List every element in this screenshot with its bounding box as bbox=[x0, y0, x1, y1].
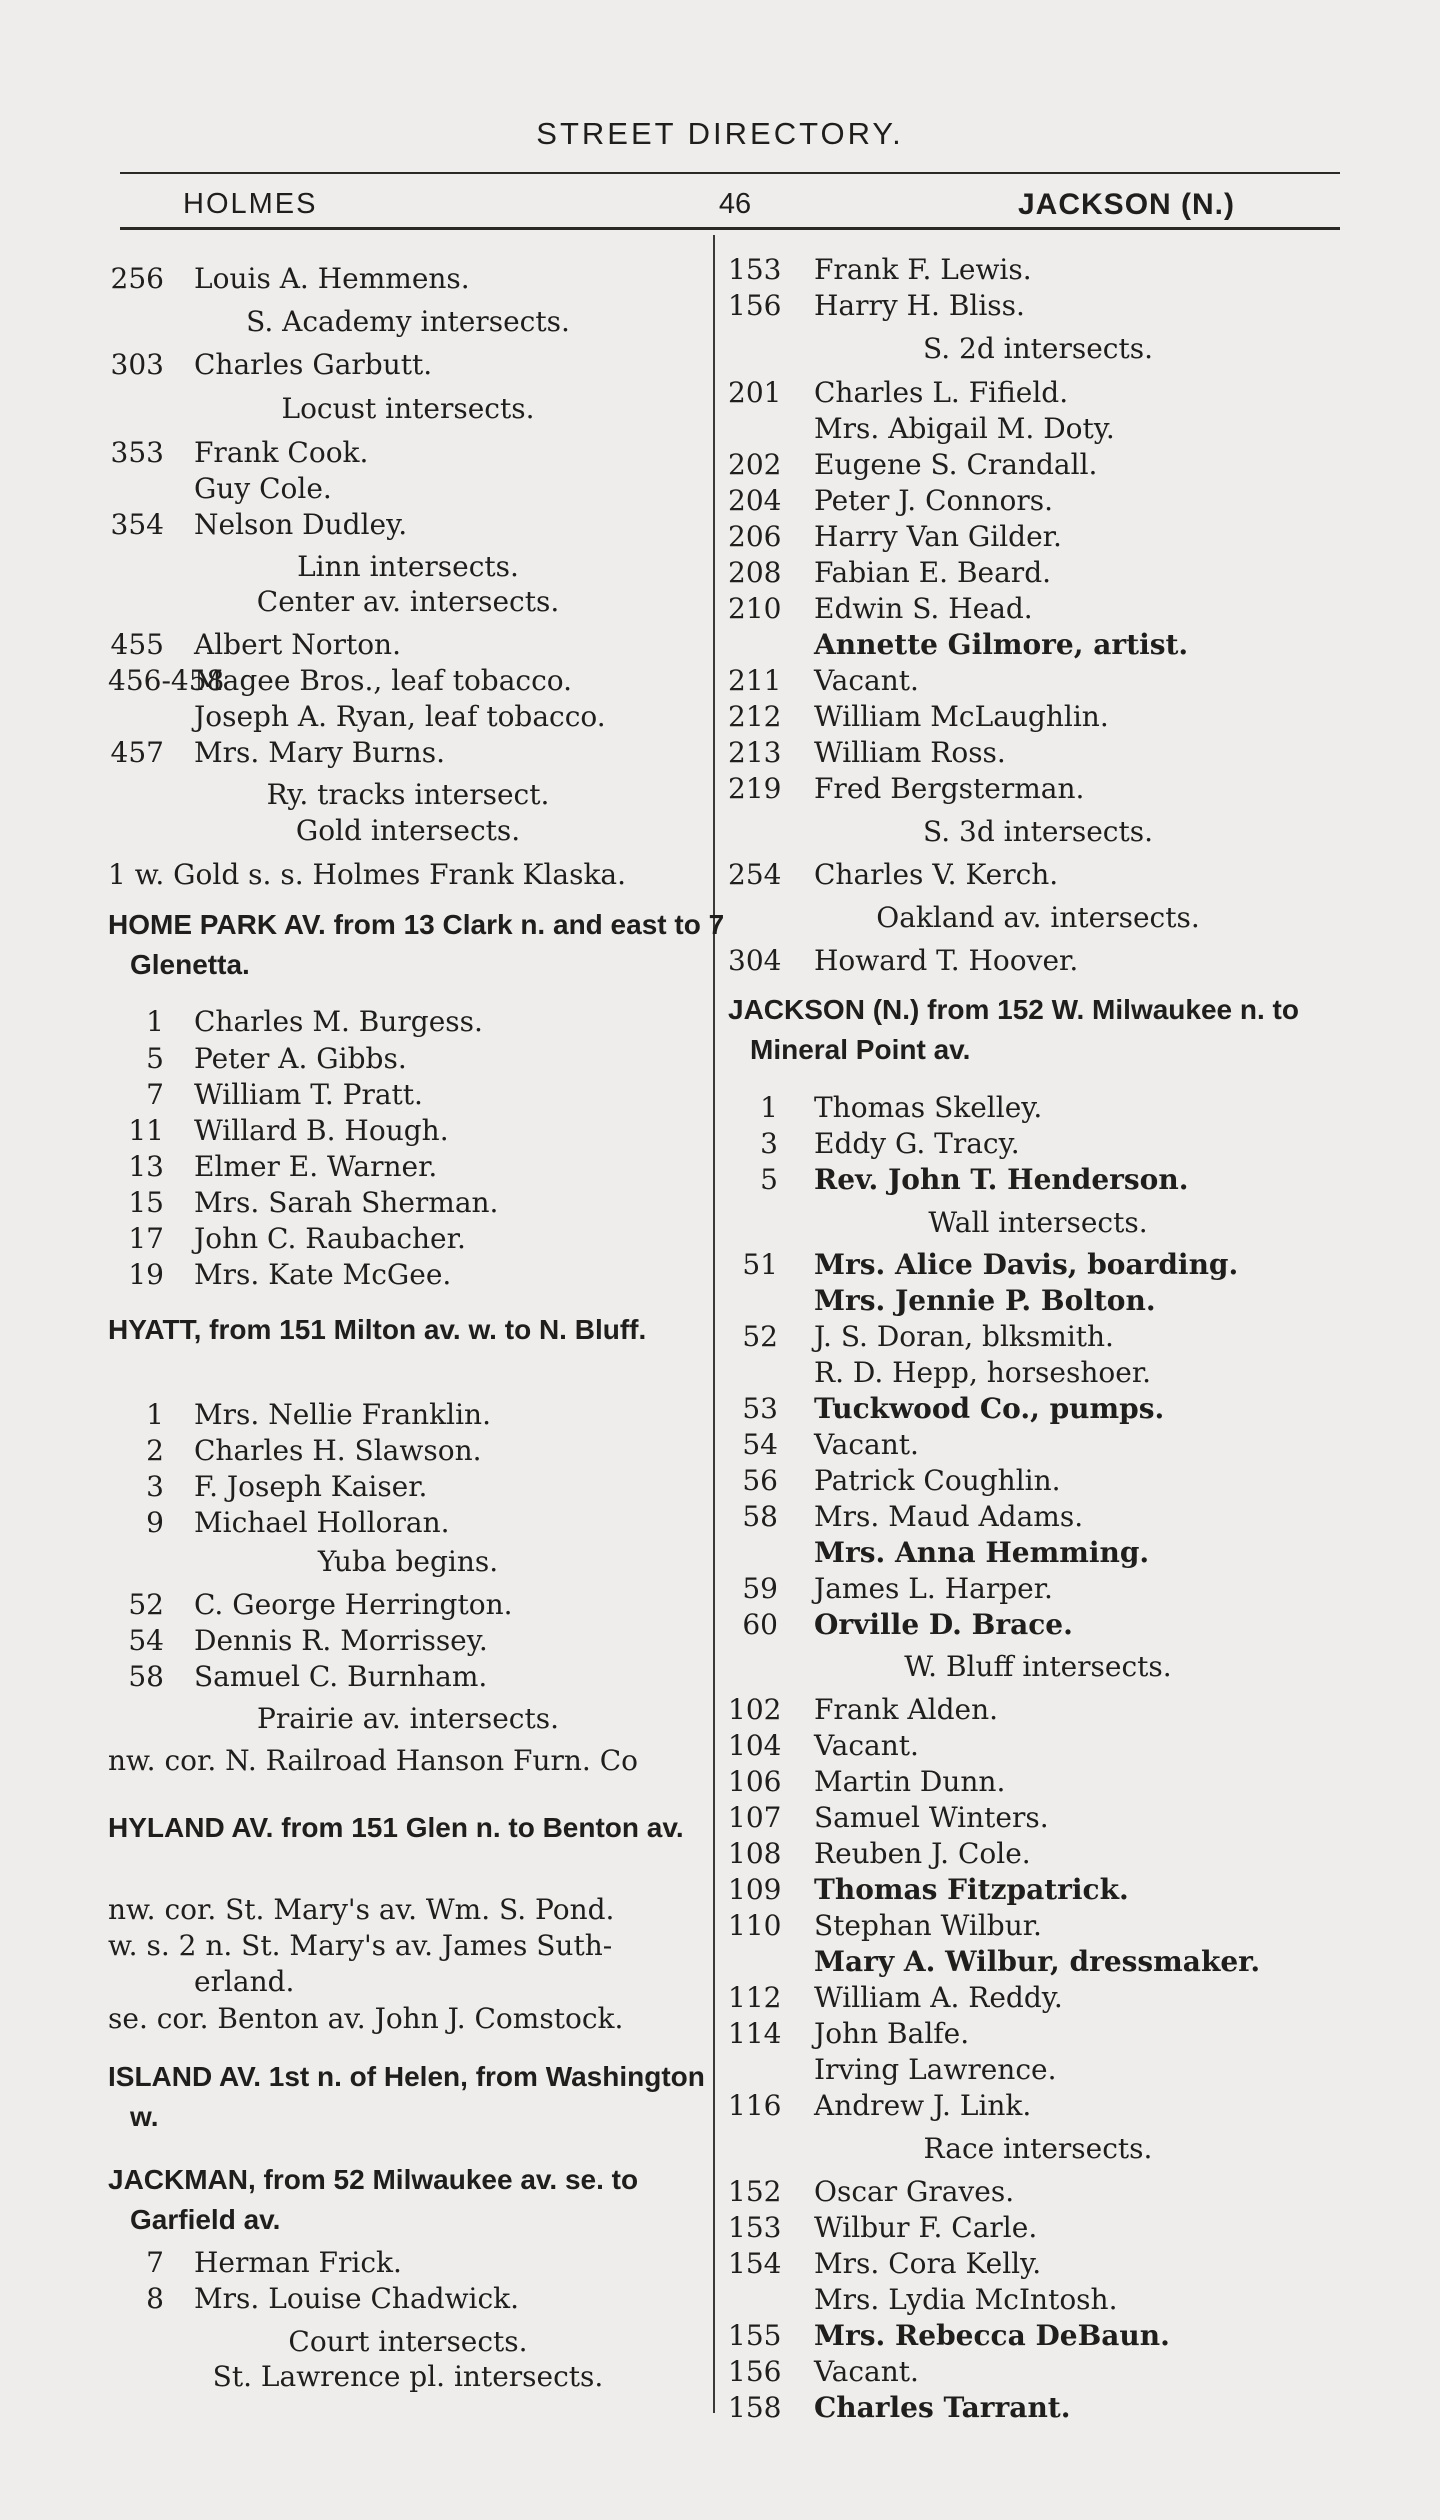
resident-name: Irving Lawrence. bbox=[814, 2053, 1057, 2086]
street-header-jackson: JACKSON (N.) from 152 W. Milwaukee n. to Mineral Point av. bbox=[728, 994, 1299, 1065]
house-number: 354 bbox=[110, 508, 164, 541]
resident-name: Oscar Graves. bbox=[814, 2175, 1015, 2208]
house-number: 256 bbox=[110, 262, 164, 295]
house-number: 3 bbox=[146, 1470, 164, 1503]
house-number: 110 bbox=[728, 1909, 782, 1942]
resident-name: Frank Cook. bbox=[194, 436, 369, 469]
house-number: 155 bbox=[728, 2319, 782, 2352]
house-number: 1 bbox=[146, 1005, 164, 1038]
house-number: 213 bbox=[728, 736, 782, 769]
house-number: 108 bbox=[728, 1837, 782, 1870]
house-number: 109 bbox=[728, 1873, 782, 1906]
resident-name: Michael Holloran. bbox=[194, 1506, 450, 1539]
house-number: 202 bbox=[728, 448, 782, 481]
intersection-note: Locust intersects. bbox=[281, 392, 535, 425]
resident-name: Mrs. Alice Davis, boarding. bbox=[814, 1248, 1239, 1281]
house-number: 54 bbox=[742, 1428, 778, 1461]
resident-name: William A. Reddy. bbox=[814, 1981, 1063, 2014]
corner-entry-continued: erland. bbox=[194, 1965, 295, 1998]
running-head bbox=[0, 188, 1440, 224]
house-number: 156 bbox=[728, 2355, 782, 2388]
resident-name: Annette Gilmore, artist. bbox=[814, 628, 1189, 661]
resident-name: Mrs. Anna Hemming. bbox=[814, 1536, 1150, 1569]
resident-name: Vacant. bbox=[814, 664, 919, 697]
house-number: 116 bbox=[728, 2089, 782, 2122]
house-number: 17 bbox=[128, 1222, 164, 1255]
house-number: 13 bbox=[128, 1150, 164, 1183]
house-number: 210 bbox=[728, 592, 782, 625]
house-number: 212 bbox=[728, 700, 782, 733]
house-number: 11 bbox=[128, 1114, 164, 1147]
resident-name: John C. Raubacher. bbox=[194, 1222, 466, 1255]
house-number: 455 bbox=[110, 628, 164, 661]
resident-name: Mrs. Lydia McIntosh. bbox=[814, 2283, 1118, 2316]
intersection-note: Yuba begins. bbox=[317, 1545, 499, 1578]
house-number: 1 bbox=[760, 1091, 778, 1124]
resident-name: Joseph A. Ryan, leaf tobacco. bbox=[194, 700, 606, 733]
intersection-note: Oakland av. intersects. bbox=[876, 901, 1200, 934]
resident-name: Rev. John T. Henderson. bbox=[814, 1163, 1189, 1196]
resident-name: Vacant. bbox=[814, 2355, 919, 2388]
resident-name: Mrs. Mary Burns. bbox=[194, 736, 445, 769]
resident-name: Nelson Dudley. bbox=[194, 508, 408, 541]
resident-name: Elmer E. Warner. bbox=[194, 1150, 438, 1183]
house-number: 19 bbox=[128, 1258, 164, 1291]
house-number: 156 bbox=[728, 289, 782, 322]
house-number: 219 bbox=[728, 772, 782, 805]
house-number: 58 bbox=[742, 1500, 778, 1533]
house-number: 211 bbox=[728, 664, 782, 697]
resident-name: Mrs. Sarah Sherman. bbox=[194, 1186, 499, 1219]
house-number: 154 bbox=[728, 2247, 782, 2280]
intersection-note: Linn intersects. bbox=[297, 550, 519, 583]
house-number: 8 bbox=[146, 2282, 164, 2315]
resident-name: Eddy G. Tracy. bbox=[814, 1127, 1020, 1160]
resident-name: C. George Herrington. bbox=[194, 1588, 513, 1621]
resident-name: Mrs. Abigail M. Doty. bbox=[814, 412, 1115, 445]
resident-name: Thomas Fitzpatrick. bbox=[814, 1873, 1129, 1906]
house-number: 153 bbox=[728, 253, 782, 286]
resident-name: Andrew J. Link. bbox=[814, 2089, 1032, 2122]
resident-name: Charles V. Kerch. bbox=[814, 858, 1059, 891]
house-number: 102 bbox=[728, 1693, 782, 1726]
house-number: 7 bbox=[146, 2246, 164, 2279]
resident-name: J. S. Doran, blksmith. bbox=[814, 1320, 1114, 1353]
corner-entry: 1 w. Gold s. s. Holmes Frank Klaska. bbox=[108, 858, 627, 891]
house-number: 153 bbox=[728, 2211, 782, 2244]
intersection-note: S. 3d intersects. bbox=[923, 815, 1153, 848]
house-number: 9 bbox=[146, 1506, 164, 1539]
intersection-note: Race intersects. bbox=[923, 2132, 1153, 2165]
top-rule bbox=[120, 172, 1340, 174]
house-number: 456-458 bbox=[108, 664, 225, 697]
house-number: 58 bbox=[128, 1660, 164, 1693]
resident-name: Albert Norton. bbox=[194, 628, 401, 661]
corner-entry: nw. cor. N. Railroad Hanson Furn. Co bbox=[108, 1744, 638, 1777]
resident-name: Charles Tarrant. bbox=[814, 2391, 1071, 2424]
resident-name: William McLaughlin. bbox=[814, 700, 1109, 733]
corner-entry: se. cor. Benton av. John J. Comstock. bbox=[108, 2002, 624, 2035]
resident-name: Willard B. Hough. bbox=[194, 1114, 449, 1147]
resident-name: Harry H. Bliss. bbox=[814, 289, 1025, 322]
house-number: 3 bbox=[760, 1127, 778, 1160]
house-number: 457 bbox=[110, 736, 164, 769]
house-number: 206 bbox=[728, 520, 782, 553]
resident-name: Charles Garbutt. bbox=[194, 348, 433, 381]
house-number: 52 bbox=[742, 1320, 778, 1353]
house-number: 104 bbox=[728, 1729, 782, 1762]
intersection-note: Prairie av. intersects. bbox=[256, 1702, 559, 1735]
house-number: 5 bbox=[760, 1163, 778, 1196]
resident-name: Mrs. Nellie Franklin. bbox=[194, 1398, 491, 1431]
house-number: 1 bbox=[146, 1398, 164, 1431]
resident-name: Charles H. Slawson. bbox=[194, 1434, 482, 1467]
resident-name: Charles M. Burgess. bbox=[194, 1005, 483, 1038]
resident-name: Mrs. Kate McGee. bbox=[194, 1258, 452, 1291]
resident-name: Stephan Wilbur. bbox=[814, 1909, 1042, 1942]
resident-name: William T. Pratt. bbox=[194, 1078, 423, 1111]
resident-name: Patrick Coughlin. bbox=[814, 1464, 1061, 1497]
house-number: 201 bbox=[728, 376, 782, 409]
resident-name: R. D. Hepp, horseshoer. bbox=[814, 1356, 1152, 1389]
house-number: 208 bbox=[728, 556, 782, 589]
street-header-hyatt: HYATT, from 151 Milton av. w. to N. Bluff. bbox=[108, 1314, 647, 1345]
intersection-note: Center av. intersects. bbox=[256, 585, 560, 618]
house-number: 2 bbox=[146, 1434, 164, 1467]
corner-entry: nw. cor. St. Mary's av. Wm. S. Pond. bbox=[108, 1893, 615, 1926]
resident-name: Frank F. Lewis. bbox=[814, 253, 1032, 286]
resident-name: John Balfe. bbox=[814, 2017, 970, 2050]
page-number: 46 bbox=[718, 188, 752, 220]
house-number: 303 bbox=[110, 348, 164, 381]
resident-name: Wilbur F. Carle. bbox=[814, 2211, 1038, 2244]
resident-name: Fabian E. Beard. bbox=[814, 556, 1052, 589]
house-number: 59 bbox=[742, 1572, 778, 1605]
resident-name: Vacant. bbox=[814, 1428, 919, 1461]
resident-name: Mrs. Louise Chadwick. bbox=[194, 2282, 520, 2315]
resident-name: Mrs. Cora Kelly. bbox=[814, 2247, 1042, 2280]
intersection-note: Wall intersects. bbox=[928, 1206, 1148, 1239]
house-number: 15 bbox=[128, 1186, 164, 1219]
house-number: 53 bbox=[742, 1392, 778, 1425]
resident-name: Mrs. Jennie P. Bolton. bbox=[814, 1284, 1156, 1317]
resident-name: Tuckwood Co., pumps. bbox=[814, 1392, 1165, 1425]
resident-name: Orville D. Brace. bbox=[814, 1608, 1073, 1641]
street-header-jackman: JACKMAN, from 52 Milwaukee av. se. to Garfield av. bbox=[108, 2164, 639, 2235]
resident-name: Magee Bros., leaf tobacco. bbox=[194, 664, 573, 697]
intersection-note: Gold intersects. bbox=[295, 814, 521, 847]
resident-name: F. Joseph Kaiser. bbox=[194, 1470, 428, 1503]
intersection-note: S. 2d intersects. bbox=[923, 332, 1153, 365]
house-number: 152 bbox=[728, 2175, 782, 2208]
resident-name: Peter J. Connors. bbox=[814, 484, 1053, 517]
running-head-left: HOLMES bbox=[183, 188, 318, 220]
intersection-note: W. Bluff intersects. bbox=[904, 1650, 1172, 1683]
resident-name: Mrs. Rebecca DeBaun. bbox=[814, 2319, 1170, 2352]
resident-name: Mary A. Wilbur, dressmaker. bbox=[814, 1945, 1261, 1978]
house-number: 51 bbox=[742, 1248, 778, 1281]
running-head-right: JACKSON (N.) bbox=[1018, 188, 1236, 221]
resident-name: Edwin S. Head. bbox=[814, 592, 1033, 625]
house-number: 304 bbox=[728, 944, 782, 977]
header-rule bbox=[120, 227, 1340, 230]
corner-entry: w. s. 2 n. St. Mary's av. James Suth- bbox=[108, 1929, 613, 1962]
house-number: 52 bbox=[128, 1588, 164, 1621]
resident-name: Frank Alden. bbox=[814, 1693, 999, 1726]
resident-name: Harry Van Gilder. bbox=[814, 520, 1062, 553]
resident-name: Vacant. bbox=[814, 1729, 919, 1762]
intersection-note: Court intersects. bbox=[288, 2325, 528, 2358]
house-number: 112 bbox=[728, 1981, 782, 2014]
resident-name: Fred Bergsterman. bbox=[814, 772, 1085, 805]
resident-name: Howard T. Hoover. bbox=[814, 944, 1079, 977]
street-header-hyland: HYLAND AV. from 151 Glen n. to Benton av. bbox=[108, 1812, 684, 1843]
intersection-note: S. Academy intersects. bbox=[246, 305, 570, 338]
resident-name: Samuel Winters. bbox=[814, 1801, 1049, 1834]
resident-name: Samuel C. Burnham. bbox=[194, 1660, 488, 1693]
resident-name: Louis A. Hemmens. bbox=[194, 262, 470, 295]
page-title: STREET DIRECTORY. bbox=[536, 116, 904, 151]
intersection-note: Ry. tracks intersect. bbox=[266, 778, 550, 811]
house-number: 254 bbox=[728, 858, 782, 891]
house-number: 7 bbox=[146, 1078, 164, 1111]
house-number: 107 bbox=[728, 1801, 782, 1834]
resident-name: Eugene S. Crandall. bbox=[814, 448, 1098, 481]
resident-name: Herman Frick. bbox=[194, 2246, 402, 2279]
house-number: 114 bbox=[728, 2017, 782, 2050]
resident-name: Guy Cole. bbox=[194, 472, 332, 505]
resident-name: Charles L. Fifield. bbox=[814, 376, 1069, 409]
resident-name: Dennis R. Morrissey. bbox=[194, 1624, 488, 1657]
resident-name: William Ross. bbox=[814, 736, 1006, 769]
house-number: 353 bbox=[110, 436, 164, 469]
house-number: 56 bbox=[742, 1464, 778, 1497]
street-header-home: HOME PARK AV. from 13 Clark n. and east to 7 Glenetta. bbox=[108, 909, 725, 980]
resident-name: Reuben J. Cole. bbox=[814, 1837, 1031, 1870]
house-number: 158 bbox=[728, 2391, 782, 2424]
house-number: 54 bbox=[128, 1624, 164, 1657]
resident-name: James L. Harper. bbox=[814, 1572, 1053, 1605]
street-header-island: ISLAND AV. 1st n. of Helen, from Washington w. bbox=[108, 2061, 705, 2132]
resident-name: Mrs. Maud Adams. bbox=[814, 1500, 1084, 1533]
intersection-note: St. Lawrence pl. intersects. bbox=[212, 2360, 604, 2393]
house-number: 60 bbox=[742, 1608, 778, 1641]
house-number: 106 bbox=[728, 1765, 782, 1798]
house-number: 5 bbox=[146, 1042, 164, 1075]
resident-name: Martin Dunn. bbox=[814, 1765, 1006, 1798]
resident-name: Peter A. Gibbs. bbox=[194, 1042, 407, 1075]
house-number: 204 bbox=[728, 484, 782, 517]
resident-name: Thomas Skelley. bbox=[814, 1091, 1043, 1124]
